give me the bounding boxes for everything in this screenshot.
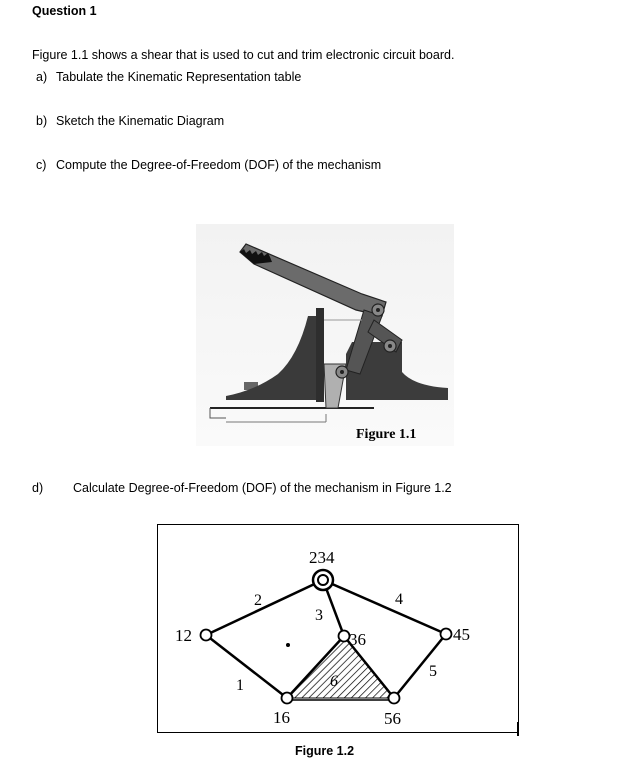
label-joint-56: 56 [384,709,401,728]
figure-1-1-caption: Figure 1.1 [356,427,417,442]
pin-right-center [388,344,392,348]
item-d-text: Calculate Degree-of-Freedom (DOF) of the mechanism in Figure 1.2 [73,481,452,495]
question-title: Question 1 [32,4,97,18]
joint-234-inner [318,575,328,585]
label-joint-12: 12 [175,626,192,645]
pin-lower-center [340,370,344,374]
item-c-label: c) [36,158,47,172]
item-d-label: d) [32,481,44,495]
joint-36 [339,631,350,642]
left-support-post [316,308,324,402]
joint-16 [282,693,293,704]
marker-dot [286,643,290,647]
label-link-4: 4 [395,591,403,608]
joint-56 [389,693,400,704]
figure-1-2-caption: Figure 1.2 [295,744,355,758]
label-joint-36: 36 [349,630,366,649]
question-intro: Figure 1.1 shows a shear that is used to cut and trim electronic circuit board. [32,48,455,62]
label-joint-16: 16 [273,708,290,727]
item-b-text: Sketch the Kinematic Diagram [56,114,225,128]
joint-45 [441,629,452,640]
label-joint-234: 234 [309,548,335,567]
label-link-2: 2 [254,592,262,609]
frame-corner-mark [517,722,519,736]
item-a-text: Tabulate the Kinematic Representation table [56,70,302,84]
item-c-text: Compute the Degree-of-Freedom (DOF) of the mechanism [56,158,382,172]
item-a-label: a) [36,70,48,84]
label-joint-45: 45 [453,625,470,644]
label-link-1: 1 [236,677,244,694]
pin-upper-center [376,308,380,312]
label-link-6: 6 [330,673,338,690]
joint-12 [201,630,212,641]
figure-1-2-linkage-diagram [157,524,521,736]
figure-1-1-background [196,224,454,446]
label-link-3: 3 [315,607,323,624]
item-b-label: b) [36,114,48,128]
label-link-5: 5 [429,663,437,680]
figure-1-1-shear-illustration [196,224,454,446]
